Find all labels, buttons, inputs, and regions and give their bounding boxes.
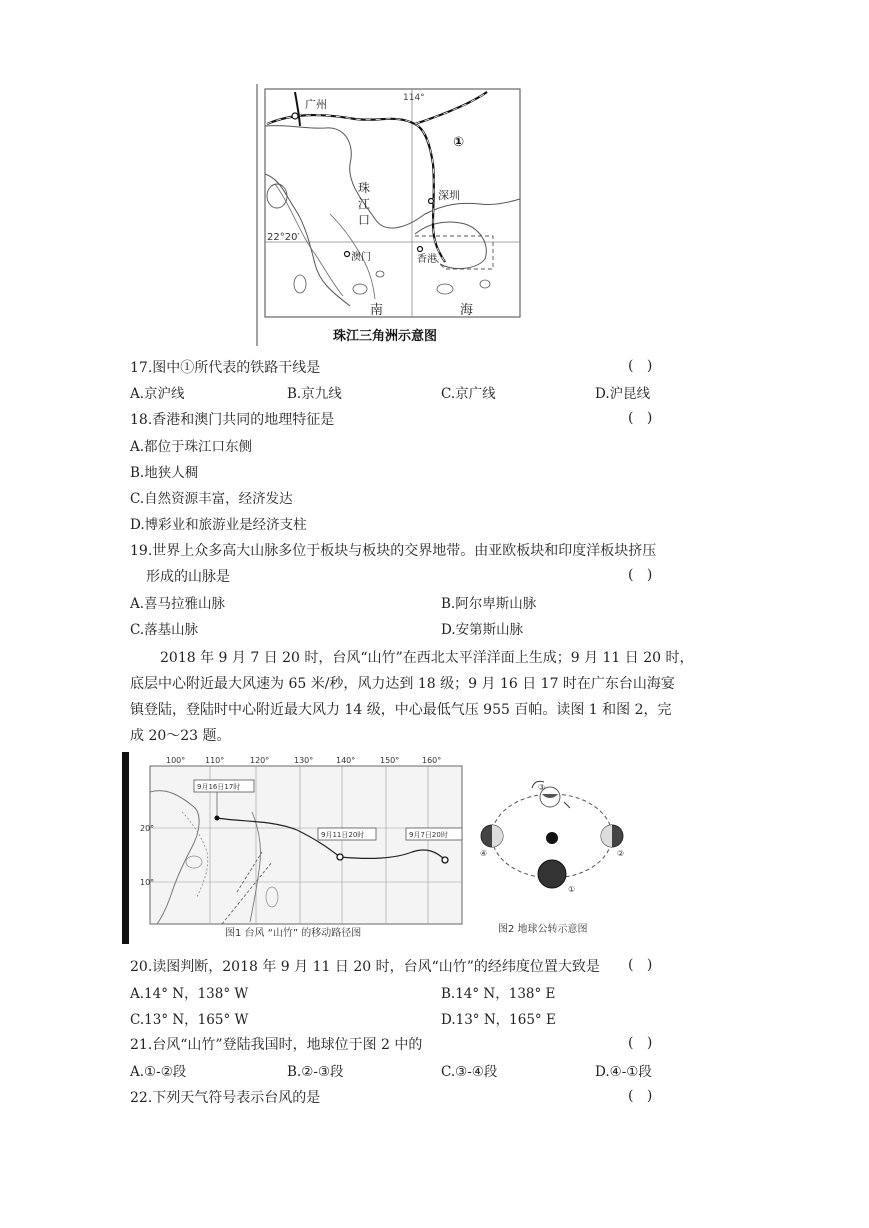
figure1-svg bbox=[122, 752, 472, 946]
fig1-lat-10: 10° bbox=[140, 878, 155, 887]
passage-line4: 成 20～23 题。 bbox=[130, 728, 231, 744]
figure2-caption: 图2 地球公转示意图 bbox=[498, 924, 588, 935]
map-pearl-river-delta bbox=[255, 84, 525, 349]
label-macau: 澳门 bbox=[351, 252, 371, 263]
label-hongkong: 香港 bbox=[417, 254, 437, 265]
q20-stem: 20.读图判断，2018 年 9 月 11 日 20 时，台风“山竹”的经纬度位置大致是 bbox=[130, 959, 600, 975]
q18-option-b[interactable]: B.地狭人稠 bbox=[130, 465, 199, 481]
fig1-box-0911: 9月11日20时 bbox=[321, 831, 365, 839]
label-zhu: 珠 bbox=[358, 181, 371, 195]
q19-stem-line2: 形成的山脉是 bbox=[146, 569, 230, 585]
q22-answer-paren[interactable]: ( ) bbox=[628, 1088, 653, 1104]
q18-option-d[interactable]: D.博彩业和旅游业是经济支柱 bbox=[130, 517, 307, 533]
q17-stem: 17.图中①所代表的铁路干线是 bbox=[130, 360, 321, 376]
label-nan: 南 bbox=[370, 303, 384, 318]
label-hai: 海 bbox=[460, 303, 474, 318]
fig1-lon-110: 110° bbox=[205, 756, 225, 765]
q20-option-c[interactable]: C.13° N，165° W bbox=[130, 1012, 249, 1028]
fig1-lon-160: 160° bbox=[422, 756, 442, 765]
q18-option-c[interactable]: C.自然资源丰富，经济发达 bbox=[130, 491, 293, 507]
q17-option-c[interactable]: C.京广线 bbox=[441, 386, 496, 402]
map1-caption: 珠江三角洲示意图 bbox=[333, 329, 438, 344]
q19-stem-line1: 19.世界上众多高大山脉多位于板块与板块的交界地带。由亚欧板块和印度洋板块挤压 bbox=[130, 543, 657, 559]
q21-answer-paren[interactable]: ( ) bbox=[628, 1035, 653, 1051]
fig1-lon-120: 120° bbox=[250, 756, 270, 765]
fig1-lon-130: 130° bbox=[294, 756, 314, 765]
q21-stem: 21.台风“山竹”登陆我国时，地球位于图 2 中的 bbox=[130, 1037, 423, 1053]
label-shenzhen: 深圳 bbox=[438, 189, 460, 202]
q20-option-b[interactable]: B.14° N，138° E bbox=[441, 986, 556, 1002]
q19-option-a[interactable]: A.喜马拉雅山脉 bbox=[130, 596, 226, 612]
q17-option-a[interactable]: A.京沪线 bbox=[130, 386, 185, 402]
q19-option-c[interactable]: C.落基山脉 bbox=[130, 622, 199, 638]
q22-stem: 22.下列天气符号表示台风的是 bbox=[130, 1090, 321, 1106]
q20-answer-paren[interactable]: ( ) bbox=[628, 957, 653, 973]
q17-option-d[interactable]: D.沪昆线 bbox=[595, 386, 651, 402]
q18-stem: 18.香港和澳门共同的地理特征是 bbox=[130, 412, 335, 428]
q20-option-a[interactable]: A.14° N，138° W bbox=[130, 986, 249, 1002]
fig2-mark-right: ② bbox=[617, 849, 625, 858]
fig2-mark-bottom: ① bbox=[568, 885, 576, 894]
fig1-lon-140: 140° bbox=[336, 756, 356, 765]
q17-option-b[interactable]: B.京九线 bbox=[287, 386, 342, 402]
fig1-lat-20: 20° bbox=[140, 824, 155, 833]
label-longitude: 114° bbox=[403, 93, 425, 103]
q21-option-d[interactable]: D.④-①段 bbox=[595, 1064, 652, 1080]
q20-option-d[interactable]: D.13° N，165° E bbox=[441, 1012, 556, 1028]
figure1-caption: 图1 台风 “山竹” 的移动路径图 bbox=[225, 928, 362, 939]
q21-option-c[interactable]: C.③-④段 bbox=[441, 1064, 498, 1080]
figure-typhoon-path bbox=[122, 752, 472, 946]
label-jiang: 江 bbox=[358, 197, 371, 211]
label-guangzhou: 广州 bbox=[305, 98, 327, 111]
label-latitude: 22°20′ bbox=[267, 232, 300, 243]
passage-line1: 2018 年 9 月 7 日 20 时，台风“山竹”在西北太平洋洋面上生成；9 月 11 日 20 时， bbox=[160, 650, 694, 666]
q18-answer-paren[interactable]: ( ) bbox=[628, 410, 653, 426]
passage-line3: 镇登陆，登陆时中心附近最大风力 14 级，中心最低气压 955 百帕。读图 1 和图 2，完 bbox=[130, 702, 672, 718]
passage-line2: 底层中心附近最大风速为 65 米/秒，风力达到 18 级；9 月 16 日 17 时在广东台山海宴 bbox=[130, 676, 675, 692]
q21-option-a[interactable]: A.①-②段 bbox=[130, 1064, 187, 1080]
label-marker-1: ① bbox=[453, 135, 465, 150]
map-pearl-river-delta-svg bbox=[255, 84, 525, 349]
q17-answer-paren[interactable]: ( ) bbox=[628, 358, 653, 374]
q19-option-d[interactable]: D.安第斯山脉 bbox=[441, 622, 524, 638]
q19-answer-paren[interactable]: ( ) bbox=[628, 567, 653, 583]
q18-option-a[interactable]: A.都位于珠江口东侧 bbox=[130, 439, 253, 455]
fig2-mark-top: ③ bbox=[538, 783, 546, 792]
fig1-lon-150: 150° bbox=[380, 756, 400, 765]
figure-earth-revolution bbox=[472, 752, 637, 946]
figure2-svg bbox=[472, 752, 637, 946]
fig1-box-0907: 9月7日20时 bbox=[409, 831, 448, 839]
fig1-lon-100: 100° bbox=[166, 756, 186, 765]
q19-option-b[interactable]: B.阿尔卑斯山脉 bbox=[441, 596, 537, 612]
fig2-mark-left: ④ bbox=[480, 849, 488, 858]
fig1-box-0916: 9月16日17时 bbox=[197, 783, 241, 791]
label-kou: 口 bbox=[358, 213, 371, 227]
q21-option-b[interactable]: B.②-③段 bbox=[287, 1064, 344, 1080]
